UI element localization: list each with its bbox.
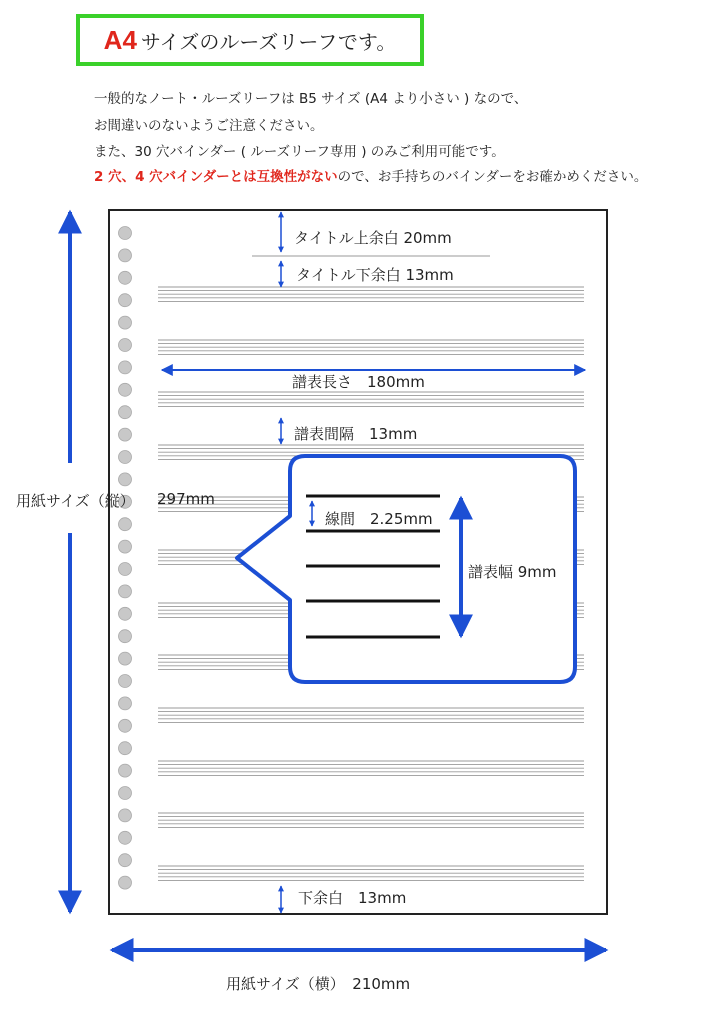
binder-hole xyxy=(119,809,132,822)
staff xyxy=(158,392,584,406)
binder-holes xyxy=(119,227,132,890)
binder-hole xyxy=(119,361,132,374)
binder-hole xyxy=(119,227,132,240)
staff-spacing-label: 譜表間隔 13mm xyxy=(294,425,418,443)
binder-hole xyxy=(119,473,132,486)
staff-width-label: 譜表幅 9mm xyxy=(468,563,557,581)
staff xyxy=(158,708,584,722)
binder-hole xyxy=(119,339,132,352)
compatibility-warning: 2 穴、4 穴バインダーとは互換性がない xyxy=(94,169,338,185)
note-line-2: お間違いのないようご注意ください。 xyxy=(94,118,324,134)
binder-hole xyxy=(119,742,132,755)
binder-hole xyxy=(119,697,132,710)
binder-hole xyxy=(119,451,132,464)
note-line-3: また、30 穴バインダー ( ルーズリーフ専用 ) のみご利用可能です。 xyxy=(94,144,505,160)
binder-hole xyxy=(119,249,132,262)
binder-hole xyxy=(119,383,132,396)
staff xyxy=(158,813,584,827)
binder-hole xyxy=(119,764,132,777)
binder-hole xyxy=(119,854,132,867)
paper-height-value: 297mm xyxy=(157,490,215,508)
note-line-4-rest: ので、お手持ちのバインダーをお確かめください。 xyxy=(337,169,648,185)
binder-hole xyxy=(119,585,132,598)
title-top-margin-label: タイトル上余白 20mm xyxy=(294,229,452,247)
binder-hole xyxy=(119,406,132,419)
title-bottom-margin-label: タイトル下余白 13mm xyxy=(296,266,454,284)
binder-hole xyxy=(119,428,132,441)
line-spacing-label: 線間 2.25mm xyxy=(325,510,433,528)
bottom-margin-label: 下余白 13mm xyxy=(298,889,407,907)
binder-hole xyxy=(119,630,132,643)
binder-hole xyxy=(119,787,132,800)
binder-hole xyxy=(119,563,132,576)
binder-hole xyxy=(119,271,132,284)
binder-hole xyxy=(119,675,132,688)
binder-hole xyxy=(119,518,132,531)
staff xyxy=(158,866,584,880)
title-text: サイズのルーズリーフです。 xyxy=(140,29,397,54)
binder-hole xyxy=(119,316,132,329)
paper-height-label: 用紙サイズ（縦） xyxy=(16,492,135,510)
binder-hole xyxy=(119,719,132,732)
binder-hole xyxy=(119,607,132,620)
binder-hole xyxy=(119,876,132,889)
staff xyxy=(158,340,584,354)
binder-hole xyxy=(119,294,132,307)
staff xyxy=(158,761,584,775)
title-size-label: A4 xyxy=(103,24,137,55)
staff xyxy=(158,287,584,301)
binder-hole xyxy=(119,652,132,665)
staff-length-label: 譜表長さ 180mm xyxy=(292,373,425,391)
paper-width-label: 用紙サイズ（横） 210mm xyxy=(226,975,411,993)
note-line-1: 一般的なノート・ルーズリーフは B5 サイズ (A4 より小さい ) なので、 xyxy=(94,91,528,107)
binder-hole xyxy=(119,540,132,553)
binder-hole xyxy=(119,831,132,844)
